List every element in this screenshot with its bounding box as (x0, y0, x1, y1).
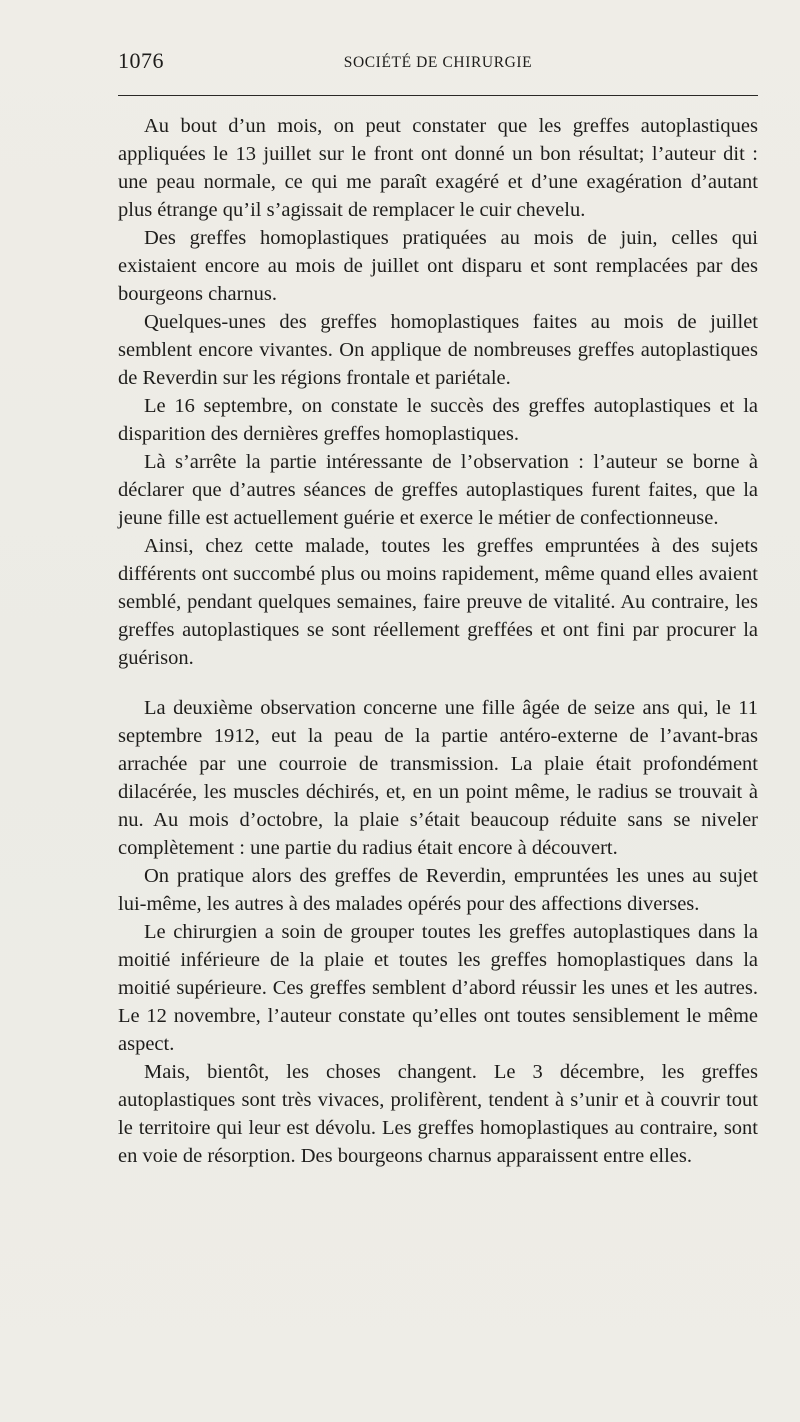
paragraph: Quelques-unes des greffes homoplastiques faites au mois de juillet semblent encore vivantes. On applique de nombreuses greffes autoplastiques de Reverdin sur les régions frontale et pariétale. (118, 311, 758, 389)
paragraph: Ainsi, chez cette malade, toutes les greffes empruntées à des sujets différents ont succombé plus ou moins rapidement, même quand elles avaient semblé, pendant quelques semaines, faire preuve de vitalité. Au contraire, les greffes autoplastiques se sont réellement greffées et ont fini par procurer la guérison. (118, 535, 758, 669)
paragraph: Le chirurgien a soin de grouper toutes les greffes autoplastiques dans la moitié inférieure de la plaie et toutes les greffes homoplastiques dans la moitié supérieure. Ces greffes semblent d’abord réussir les unes et les autres. Le 12 novembre, l’auteur constate qu’elles ont toutes sensiblement le même aspect. (118, 921, 758, 1055)
paragraph: Le 16 septembre, on constate le succès des greffes autoplastiques et la disparition des dernières greffes homoplastiques. (118, 395, 758, 445)
page-header (118, 48, 758, 84)
running-title: SOCIÉTÉ DE CHIRURGIE (343, 54, 533, 71)
paragraph: Au bout d’un mois, on peut constater que les greffes autoplastiques appliquées le 13 juillet sur le front ont donné un bon résultat; l’auteur dit : une peau normale, ce qui me paraît exagéré et d’une exagération d’autant plus étrange qu’il s’agissait de remplacer le cuir chevelu. (118, 115, 758, 221)
header-rule (118, 95, 758, 96)
paragraph: Des greffes homoplastiques pratiquées au mois de juin, celles qui existaient encore au mois de juillet ont disparu et sont remplacées par des bourgeons charnus. (118, 227, 758, 305)
page-number: 1076 (118, 48, 164, 73)
paragraph: Mais, bientôt, les choses changent. Le 3 décembre, les greffes autoplastiques sont très vivaces, prolifèrent, tendent à s’unir et à couvrir tout le territoire qui leur est dévolu. Les greffes homoplastiques au contraire, sont en voie de résorption. Des bourgeons charnus apparaissent entre elles. (118, 1061, 758, 1167)
paragraph: On pratique alors des greffes de Reverdin, empruntées les unes au sujet lui-même, les autres à des malades opérés pour des affections diverses. (118, 865, 758, 915)
paragraph: La deuxième observation concerne une fille âgée de seize ans qui, le 11 septembre 1912, eut la peau de la partie antéro-externe de l’avant-bras arrachée par une courroie de transmission. La plaie était profondément dilacérée, les muscles déchirés, et, en un point même, le radius se trouvait à nu. Au mois d’octobre, la plaie s’était beaucoup réduite sans se niveler complètement : une partie du radius était encore à découvert. (118, 697, 758, 859)
body-text (118, 112, 758, 1170)
paragraph: Là s’arrête la partie intéressante de l’observation : l’auteur se borne à déclarer que d’autres séances de greffes autoplastiques furent faites, que la jeune fille est actuellement guérie et exerce le métier de confectionneuse. (118, 451, 758, 529)
